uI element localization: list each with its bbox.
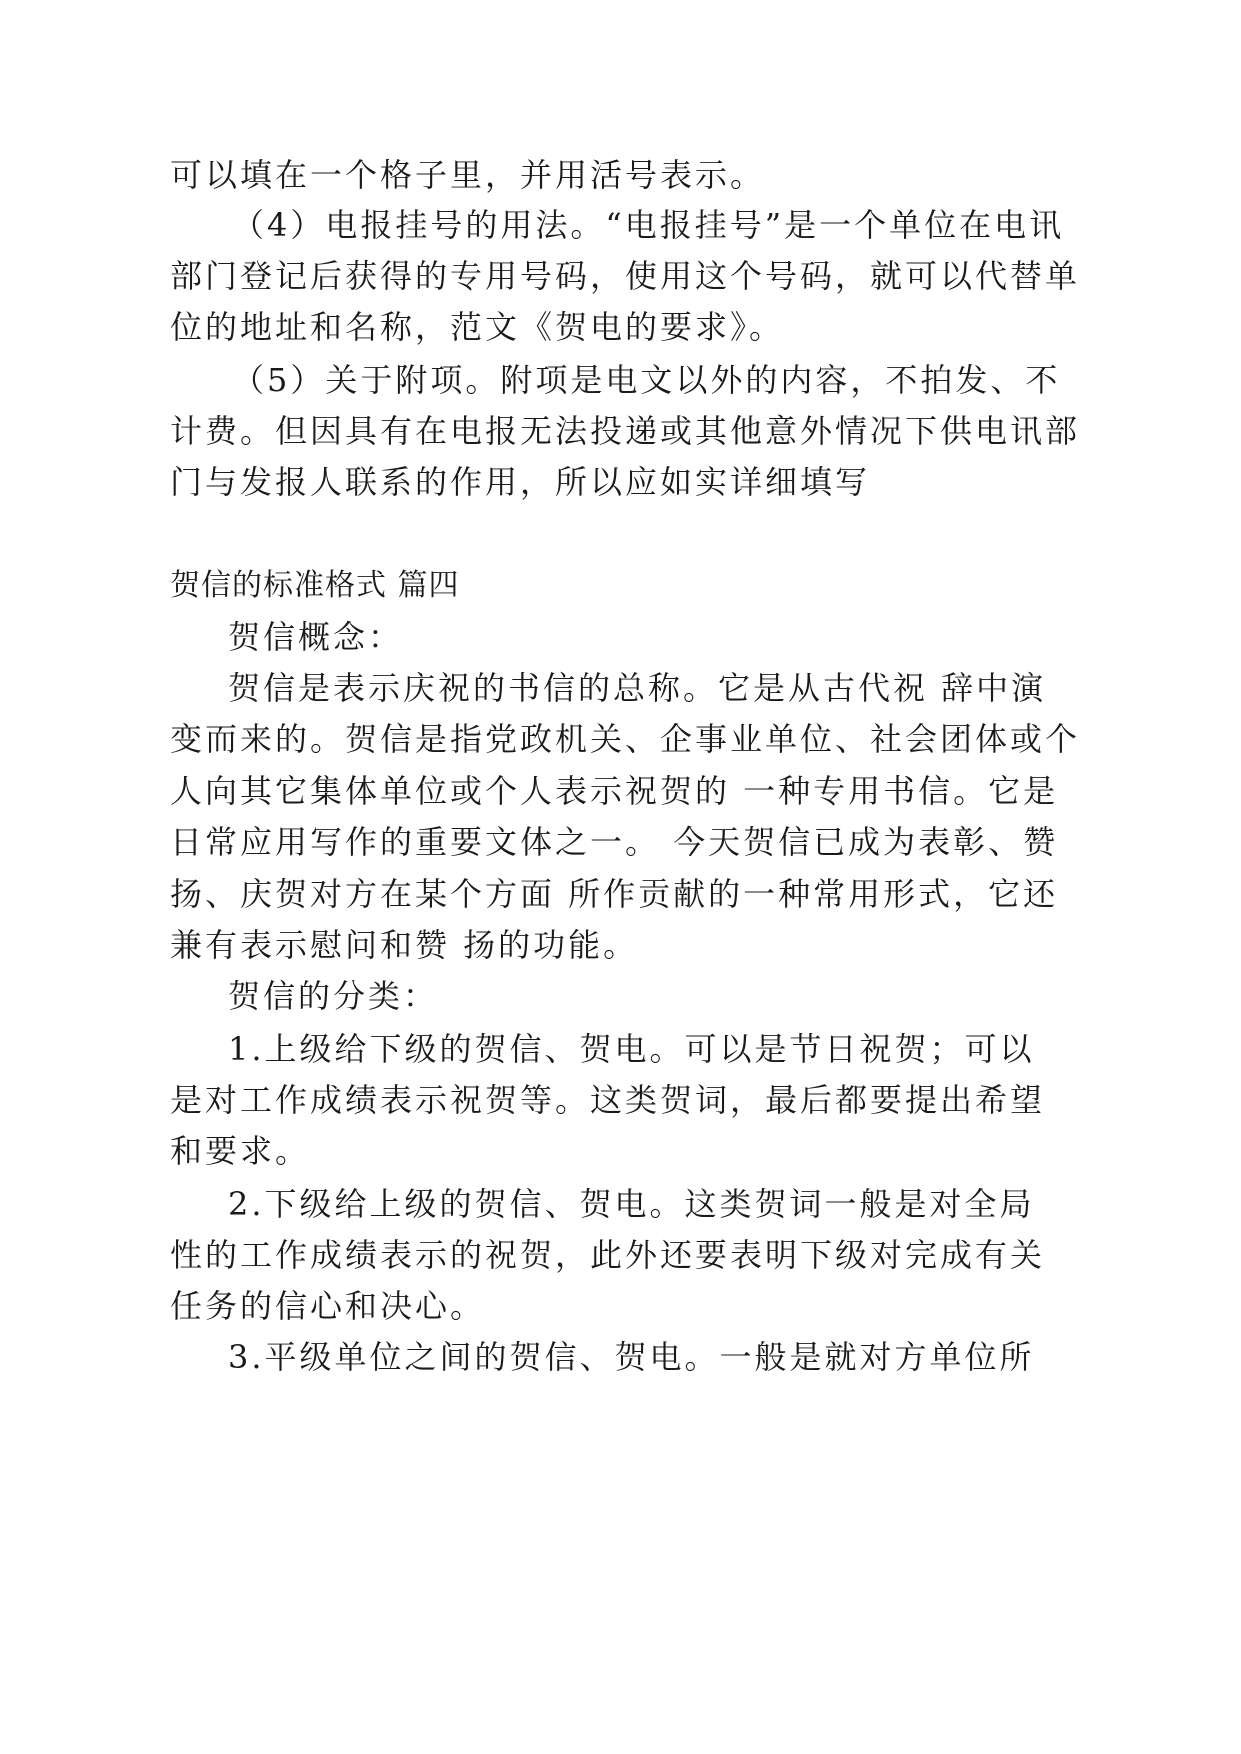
text-line: 性的工作成绩表示的祝贺，此外还要表明下级对完成有关: [170, 1236, 1046, 1274]
text-line: 日常应用写作的重要文体之一。 今天贺信已成为表彰、赞: [170, 823, 1059, 861]
text-line: 和要求。: [170, 1132, 311, 1170]
text-line: 位的地址和名称，范文《贺电的要求》。: [170, 308, 785, 346]
text-line: 人向其它集体单位或个人表示祝贺的 一种专用书信。它是: [170, 772, 1059, 810]
text-line: 可以填在一个格子里，并用活号表示。: [170, 156, 766, 194]
text-line: 是对工作成绩表示祝贺等。这类贺词，最后都要提出希望: [170, 1081, 1046, 1119]
text-line: 部门登记后获得的专用号码，使用这个号码，就可以代替单: [170, 257, 1081, 295]
text-line: （4）电报挂号的用法。“电报挂号”是一个单位在电讯: [232, 206, 1065, 244]
text-line: 扬、庆贺对方在某个方面 所作贡献的一种常用形式，它还: [170, 875, 1059, 913]
text-line: 3.平级单位之间的贺信、贺电。一般是就对方单位所: [228, 1338, 1035, 1376]
text-line: 门与发报人联系的作用，所以应如实详细填写: [170, 463, 871, 501]
text-line: 2.下级给上级的贺信、贺电。这类贺词一般是对全局: [228, 1185, 1035, 1223]
text-line: （5）关于附项。附项是电文以外的内容，不拍发、不: [232, 361, 1061, 399]
text-line: 贺信是表示庆祝的书信的总称。它是从古代祝 辞中演: [228, 669, 1047, 707]
text-line: 任务的信心和决心。: [170, 1287, 486, 1325]
text-line: 计费。但因具有在电报无法投递或其他意外情况下供电讯部: [170, 412, 1081, 450]
text-line: 贺信概念：: [228, 618, 404, 656]
text-line: 兼有表示慰问和赞 扬的功能。: [170, 926, 639, 964]
text-line: 变而来的。贺信是指党政机关、企事业单位、社会团体或个: [170, 720, 1081, 758]
text-line: 贺信的分类：: [228, 977, 439, 1015]
section-heading: 贺信的标准格式 篇四: [170, 568, 460, 603]
text-line: 1.上级给下级的贺信、贺电。可以是节日祝贺；可以: [228, 1030, 1035, 1068]
